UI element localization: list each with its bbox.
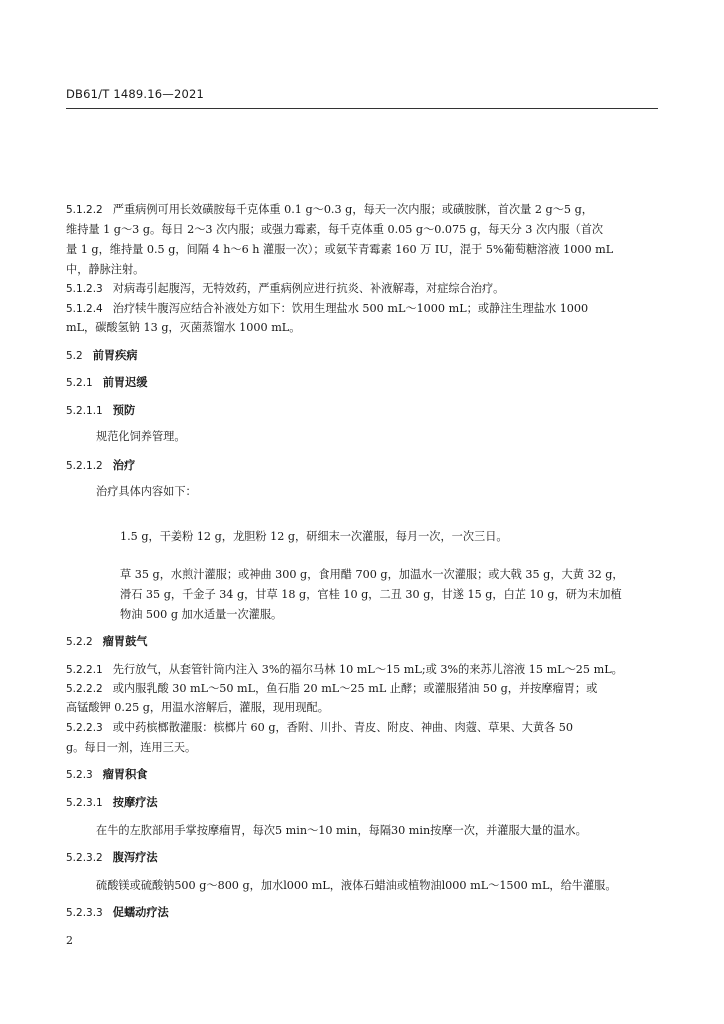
clause-number: 5.1.2.3: [66, 283, 103, 295]
paragraph-continuation: g。每日一剂，连用三天。: [66, 741, 197, 754]
clause-number: 5.2.2.3: [66, 722, 103, 734]
clause-number: 5.2.1.1: [66, 405, 103, 417]
section-heading: [66, 848, 660, 868]
heading-title: 瘤胃鼓气: [102, 635, 148, 648]
clause-text: 治疗犊牛腹泻应结合补液处方如下：饮用生理盐水 500 mL～1000 mL；或静注生理盐水 1000: [112, 302, 589, 315]
body-paragraph: 规范化饲养管理。: [96, 430, 186, 443]
heading-title: 治疗: [112, 459, 136, 472]
heading-title: 前胃迟缓: [102, 376, 148, 389]
section-heading: [66, 346, 660, 366]
heading-title: 瘤胃积食: [102, 768, 148, 781]
clause-number: 5.2: [66, 350, 83, 362]
clause-number: 5.2.2.1: [66, 664, 103, 676]
heading-title: 按摩疗法: [112, 796, 158, 809]
body-paragraph: 治疗具体内容如下：: [96, 485, 197, 498]
heading-title: 促蠕动疗法: [112, 906, 169, 919]
clause-number: 5.2.2: [66, 636, 93, 648]
heading-title: 腹泻疗法: [112, 851, 158, 864]
body-paragraph: 硫酸镁或硫酸钠500 g～800 g，加水l000 mL，液体石蜡油或植物油l000 mL～1500 mL，给牛灌服。: [96, 879, 617, 892]
clause-number: 5.1.2.2: [66, 204, 103, 216]
clause-number: 5.2.1.2: [66, 460, 103, 472]
paragraph-continuation: 量 1 g，维持量 0.5 g，间隔 4 h～6 h 灌服一次）；或氨苄青霉素 160 万 IU，混于 5%葡萄糖溶液 1000 mL: [66, 243, 614, 256]
paragraph-continuation: 维持量 1 g～3 g。每日 2～3 次内服；或强力霉素，每千克体重 0.05 g～0.075 g，每天分 3 次内服（首次: [66, 223, 604, 236]
clause-number: 5.2.3: [66, 769, 93, 781]
page-number: 2: [66, 934, 73, 947]
paragraph-continuation: 中，静脉注射。: [66, 263, 145, 276]
clause-text: 对病毒引起腹泻，无特效药，严重病例应进行抗炎、补液解毒，对症综合治疗。: [112, 282, 505, 295]
clause-text: 或中药槟榔散灌服：槟榔片 60 g，香附、川扑、青皮、附皮、神曲、肉蔻、草果、大黄各 50: [112, 721, 573, 734]
clause-text: 严重病例可用长效磺胺每千克体重 0.1 g～0.3 g，每天一次内服；或磺胺脒，首次量 2 g～5 g，: [112, 203, 593, 216]
header-rule: [66, 108, 658, 109]
list-continuation: 滑石 35 g，千金子 34 g，甘草 18 g，官桂 10 g，二丑 30 g，甘遂 15 g，白芷 10 g，研为末加植: [120, 588, 622, 601]
list-continuation: 草 35 g，水煎汁灌服；或神曲 300 g，食用醋 700 g，加温水一次灌服；或大戟 35 g，大黄 32 g，: [120, 568, 624, 581]
heading-title: 前胃疾病: [92, 349, 138, 362]
clause-paragraph: [66, 200, 660, 220]
body-paragraph: 在牛的左肷部用手掌按摩瘤胃，每次5 min～10 min，每隔30 min按摩一次，并灌服大量的温水。: [96, 824, 587, 837]
clause-text: 或内服乳酸 30 mL～50 mL，鱼石脂 20 mL～25 mL 止酵；或灌服猪油 50 g，并按摩瘤胃；或: [112, 682, 598, 695]
clause-paragraph: [66, 718, 660, 738]
section-heading: [66, 456, 660, 476]
document-header: DB61/T 1489.16—2021: [66, 87, 205, 101]
section-heading: [66, 765, 660, 785]
list-continuation: 物油 500 g 加水适量一次灌服。: [120, 608, 283, 621]
heading-title: 预防: [112, 404, 136, 417]
paragraph-continuation: 高锰酸钾 0.25 g，用温水溶解后，灌服，现用现配。: [66, 701, 329, 714]
clause-paragraph: [66, 660, 660, 680]
clause-number: 5.2.3.3: [66, 907, 103, 919]
clause-paragraph: [66, 299, 660, 319]
clause-number: 5.2.3.2: [66, 852, 103, 864]
section-heading: [66, 793, 660, 813]
paragraph-continuation: mL，碳酸氢钠 13 g，灭菌蒸馏水 1000 mL。: [66, 321, 301, 334]
list-continuation: 1.5 g，干姜粉 12 g，龙胆粉 12 g，研细末一次灌服，每月一次，一次三日。: [120, 530, 508, 543]
clause-number: 5.1.2.4: [66, 303, 103, 315]
clause-text: 先行放气，从套管针筒内注入 3%的福尔马林 10 mL～15 mL;或 3%的来苏儿溶液 15 mL～25 mL。: [112, 663, 623, 676]
section-heading: [66, 632, 660, 652]
clause-number: 5.2.1: [66, 377, 93, 389]
section-heading: [66, 401, 660, 421]
clause-paragraph: [66, 279, 660, 299]
section-heading: [66, 373, 660, 393]
section-heading: [66, 903, 660, 923]
clause-paragraph: [66, 679, 660, 699]
clause-number: 5.2.2.2: [66, 683, 103, 695]
clause-number: 5.2.3.1: [66, 797, 103, 809]
